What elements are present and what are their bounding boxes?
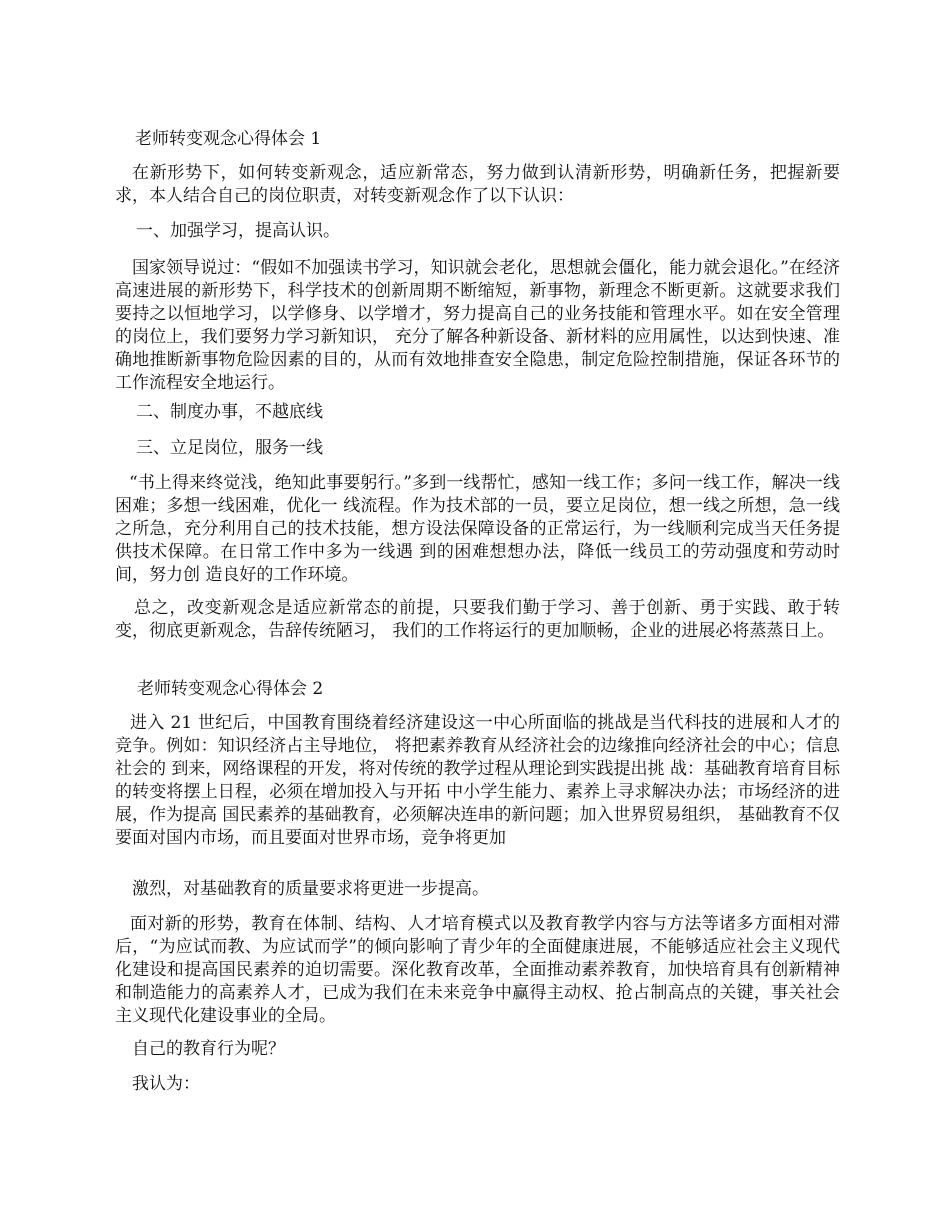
paragraph-opinion: 我认为： [132,1074,200,1094]
paragraph-quality: 激烈，对基础教育的质量要求将更进一步提高。 [132,879,489,899]
paragraph-question: 自己的教育行为呢？ [132,1039,285,1059]
section-title-2: 老师转变观念心得体会 2 [137,679,324,699]
heading-rules: 二、制度办事，不越底线 [136,402,323,422]
paragraph-reform: 面对新的形势，教育在体制、结构、人才培育模式以及教育教学内容与方法等诸多方面相对滞后，“为应试而教、为应试而学”的倾向影响了青少年的全面健康进展，不能够适应社会主义现代化建设和提高国民素养的迫切需要。深化教育改革，全面推动素养教育，加快培育具有创新精神和制造能力的高素养人才，已成为我们在未来竞争中赢得主动权、抢占制高点的关键，事关社会主义现代化建设事业的全局。 [115,914,840,1026]
paragraph-learning: 国家领导说过：“假如不加强读书学习，知识就会老化，思想就会僵化，能力就会退化。”在经济高速进展的新形势下，科学技术的创新周期不断缩短，新事物，新理念不断更新。这就要求我们要持之以恒地学习，以学修身、以学增才，努力提高自己的业务技能和管理水平。如在安全管理的岗位上，我们要努力学习新知识， 充分了解各种新设备、新材料的应用属性，以达到快速、准确地推断新事物危险因素的目的，从而有效地排查安全隐患，制定危险控制措施，保证各环节的工作流程安全地运行。 [115,258,840,393]
paragraph-frontline: “书上得来终觉浅，绝知此事要躬行。”多到一线帮忙，感知一线工作；多问一线工作，解决一线困难；多想一线困难，优化一 线流程。作为技术部的一员，要立足岗位，想一线之所想，急一线 之所急，充分利用自己的技术技能，想方设法保障设备的正常运行，为一线顺利完成当天任务提供技术保障。在日常工作中多为一线遇 到的困难想想办法，降低一线员工的劳动强度和劳动时间，努力创 造良好的工作环境。 [115,473,840,585]
section-title-1: 老师转变观念心得体会 1 [135,129,322,149]
heading-learning: 一、加强学习，提高认识。 [136,221,340,241]
paragraph-intro: 在新形势下，如何转变新观念，适应新常态，努力做到认清新形势，明确新任务，把握新要求，本人结合自己的岗位职责，对转变新观念作了以下认识： [115,163,840,206]
paragraph-summary: 总之，改变新观念是适应新常态的前提，只要我们勤于学习、善于创新、勇于实践、敢于转变，彻底更新观念，告辞传统陋习， 我们的工作将运行的更加顺畅，企业的进展必将蒸蒸日上。 [115,598,840,641]
paragraph-century: 进入 21 世纪后，中国教育围绕着经济建设这一中心所面临的挑战是当代科技的进展和人才的竞争。例如：知识经济占主导地位， 将把素养教育从经济社会的边缘推向经济社会的中心；信息社会的 到来，网络课程的开发，将对传统的教学过程从理论到实践提出挑 战：基础教育培育目标的转变将摆上日程，必须在增加投入与开拓 中小学生能力、素养上寻求解决办法；市场经济的进展，作为提高 国民素养的基础教育，必须解决连串的新问题；加入世界贸易组织， 基础教育不仅要面对国内市场，而且要面对世界市场，竞争将更加 [115,713,840,848]
heading-post: 三、立足岗位，服务一线 [136,438,323,458]
